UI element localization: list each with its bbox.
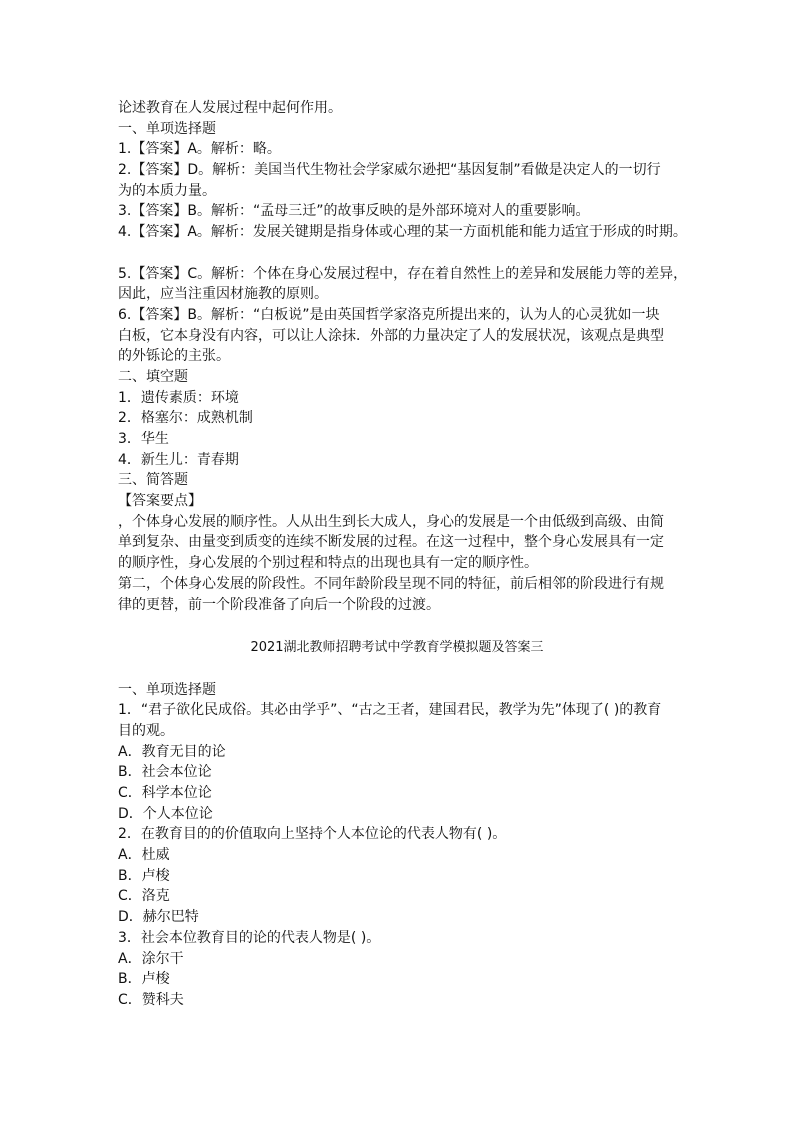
answer-line: 因此，应当注重因材施教的原则。	[118, 286, 328, 303]
answer-line: 白板，它本身没有内容，可以让人涂抹．外部的力量决定了人的发展状况，该观点是典型	[118, 327, 664, 344]
question-option: C．赞科夫	[118, 991, 184, 1008]
essay-question-line: 论述教育在人发展过程中起何作用。	[118, 100, 342, 116]
question-option: A．教育无目的论	[118, 743, 226, 760]
answer-line: 6.【答案】B。解析：“白板说”是由英国哲学家洛克所提出来的，认为人的心灵犹如一块	[118, 306, 660, 323]
question-option: D．赫尔巴特	[118, 909, 199, 926]
answer-line: 5.【答案】C。解析：个体在身心发展过程中，存在着自然性上的差异和发展能力等的差异，	[118, 265, 688, 282]
answer-line: 为的本质力量。	[118, 182, 216, 199]
answer-key-label: 【答案要点】	[118, 493, 202, 510]
question	[0, 824, 794, 927]
document-page	[0, 98, 794, 1011]
question-option: A．杜威	[118, 847, 170, 864]
exam-section	[0, 680, 794, 1011]
answer-line: 第二，个体身心发展的阶段性。不同年龄阶段呈现不同的特征，前后相邻的阶段进行有规	[118, 575, 664, 592]
question-option: C．科学本位论	[118, 785, 212, 801]
choice-answers-section	[0, 119, 794, 367]
question-stem: 1．“君子欲化民成俗。其必由学乎”、“古之王者，建国君民，教学为先”体现了( )的教育	[118, 702, 662, 719]
answer-line: 1．遗传素质：环境	[118, 389, 239, 406]
answer-line: 的顺序性，身心发展的个别过程和特点的出现也具有一定的顺序性。	[118, 555, 538, 572]
question-option: D．个人本位论	[118, 805, 213, 822]
answer-line: 4.【答案】A。解析：发展关键期是指身体或心理的某一方面机能和能力适宜于形成的时期。	[118, 224, 687, 241]
section-heading: 一、单项选择题	[118, 681, 216, 698]
blank-line	[0, 659, 794, 680]
question	[0, 928, 794, 1011]
question	[0, 700, 794, 824]
question-option: B．社会本位论	[118, 764, 212, 781]
answer-line: 单到复杂、由量变到质变的连续不断发展的过程。在这一过程中，整个身心发展具有一定	[118, 534, 664, 551]
answer-line: 2．格塞尔：成熟机制	[118, 410, 253, 427]
question-option: B．卢梭	[118, 867, 170, 884]
short-answers-section	[0, 470, 794, 615]
answer-line: 2.【答案】D。解析：美国当代生物社会学家威尔逊把“基因复制”看做是决定人的一切行	[118, 162, 661, 179]
section-heading: 三、简答题	[118, 472, 188, 489]
answer-line: 3．华生	[118, 431, 169, 447]
question-option: A．涂尔干	[118, 950, 184, 967]
blank-line	[0, 615, 794, 638]
answer-key	[0, 98, 794, 615]
answer-line: 的外铄论的主张。	[118, 348, 230, 365]
answer-line: ，个体身心发展的顺序性。人从出生到长大成人，身心的发展是一个由低级到高级、由简	[118, 513, 664, 530]
answer-line: 3.【答案】B。解析：“孟母三迁”的故事反映的是外部环境对人的重要影响。	[118, 203, 590, 220]
question-option: B．卢梭	[118, 971, 170, 988]
question-stem: 3．社会本位教育目的论的代表人物是( )。	[118, 929, 381, 946]
section-heading: 二、填空题	[118, 368, 188, 385]
answer-line: 4．新生儿：青春期	[118, 451, 239, 468]
fill-answers-section	[0, 367, 794, 470]
question-stem: 2．在教育目的的价值取向上坚持个人本位论的代表人物有( )。	[118, 826, 507, 843]
section-heading: 一、单项选择题	[118, 120, 216, 137]
blank-line	[0, 243, 794, 264]
answer-line: 1.【答案】A。解析：略。	[118, 141, 281, 158]
document-title: 2021湖北教师招聘考试中学教育学模拟题及答案三	[250, 640, 544, 656]
answer-line: 律的更替，前一个阶段准备了向后一个阶段的过渡。	[118, 596, 440, 613]
question-stem: 目的观。	[118, 722, 174, 739]
question-option: C．洛克	[118, 888, 170, 905]
